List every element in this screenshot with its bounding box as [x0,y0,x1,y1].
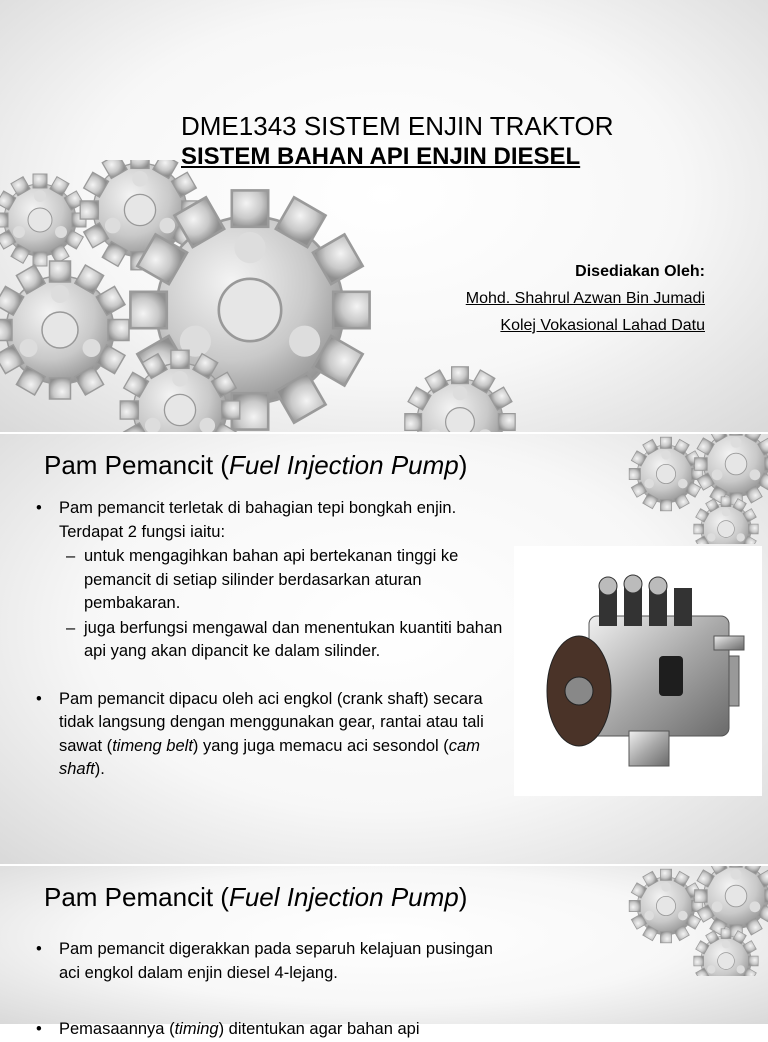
institution-name: Kolej Vokasional Lahad Datu [500,317,705,334]
gears-illustration [626,434,768,544]
prepared-by-label: Disediakan Oleh: [575,263,705,280]
author-block [466,258,705,339]
bullet-icon: • [36,499,42,517]
slide-body [36,497,506,782]
course-title: DME1343 SISTEM ENJIN TRAKTOR [181,111,614,141]
fuel-injection-pump-photo [514,546,762,796]
list-item: • Pam pemancit dipacu oleh aci engkol (crank shaft) secara tidak langsung dengan menggunakan gear, rantai atau tali sawat (timeng belt) yang juga memacu aci sesondol (cam shaft). [36,689,484,778]
list-item: • Pemasaannya (timing) ditentukan agar bahan api [36,1018,506,1042]
sub-list-item: – juga berfungsi mengawal dan menentukan kuantiti bahan api yang akan dipancit ke dalam silinder. [66,618,503,660]
slide-subtitle: SISTEM BAHAN API ENJIN DIESEL [181,143,581,170]
slide-heading: Pam Pemancit (Fuel Injection Pump) [44,882,468,912]
sub-list-item: – untuk mengagihkan bahan api bertekanan tinggi ke pemancit di setiap silinder berdasarkan aturan pembakaran. [66,547,459,612]
slide-heading: Pam Pemancit (Fuel Injection Pump) [44,450,468,480]
list-item: • Pam pemancit terletak di bahagian tepi bongkah enjin. Terdapat 2 fungsi iaitu: [36,499,457,541]
gears-illustration [626,866,768,976]
gears-illustration [0,160,520,432]
bullet-icon: • [36,1020,42,1038]
dash-icon: – [66,618,76,637]
slide-body [36,938,506,1042]
list-item: • Pam pemancit digerakkan pada separuh kelajuan pusingan aci engkol dalam enjin diesel 4-lejang. [36,940,493,982]
author-name: Mohd. Shahrul Azwan Bin Jumadi [465,290,705,307]
bullet-icon: • [36,689,42,708]
title-slide [0,0,768,432]
bullet-icon: • [36,940,42,958]
dash-icon: – [66,547,76,565]
